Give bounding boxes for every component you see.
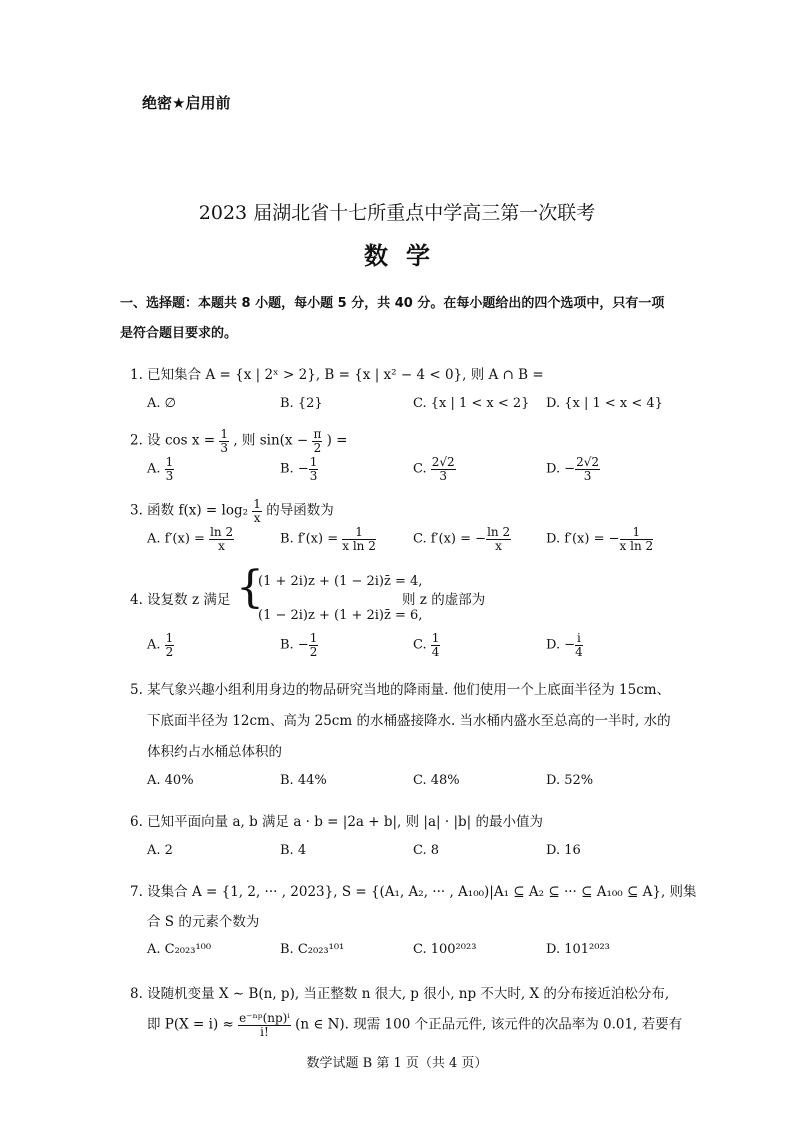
question-5-option-b: B. 44% <box>280 773 327 788</box>
question-4-option-c <box>413 632 440 658</box>
option-fraction <box>620 526 654 552</box>
question-1-option-a: A. ∅ <box>147 396 176 411</box>
question-2-mid: , 则 sin(x − <box>233 432 309 449</box>
option-fraction <box>309 632 319 658</box>
fraction-denominator: x ln 2 <box>619 538 654 553</box>
page-footer: 数学试题 B 第 1 页（共 4 页） <box>306 1056 488 1071</box>
option-label: B. <box>280 461 294 477</box>
question-4-prefix: 4. 设复数 z 满足 <box>130 592 231 608</box>
question-2-option-d <box>546 456 600 482</box>
fraction-numerator: 1 <box>431 631 440 645</box>
question-8-line-1: 8. 设随机变量 X ∼ B(n, p), 当正整数 n 很大, p 很小, np 不大时, X 的分布接近泊松分布, <box>130 986 670 1002</box>
question-5-option-c: C. 48% <box>413 773 460 788</box>
option-fraction <box>575 456 600 482</box>
fraction-numerator: i <box>577 631 581 645</box>
question-4-equation-1: (1 + 2i)z + (1 − 2i)z̄ = 4, <box>258 574 423 589</box>
option-label: D. <box>546 637 561 653</box>
fraction-numerator: 1 <box>309 455 318 469</box>
question-7-line-2: 合 S 的元素个数为 <box>147 914 260 930</box>
question-4-option-d <box>546 632 583 658</box>
fraction-numerator: ln 2 <box>210 525 234 539</box>
question-5-line-2: 下底面半径为 12cm、高为 25cm 的水桶盛接降水. 当水桶内盛水至总高的一半时, 水的 <box>147 713 671 729</box>
fraction-denominator: x <box>495 538 502 553</box>
option-label: D. <box>546 461 561 477</box>
fraction-denominator: 2 <box>309 644 318 659</box>
question-2-option-c <box>413 456 456 482</box>
question-6-option-a: A. 2 <box>147 843 173 858</box>
question-2-prefix: 2. 设 cos x = <box>130 432 216 449</box>
fraction-numerator: 1 <box>220 427 229 441</box>
option-fraction <box>431 632 441 658</box>
exam-title: 2023 届湖北省十七所重点中学高三第一次联考 <box>198 202 596 224</box>
question-3-fraction <box>252 498 262 524</box>
option-label: A. <box>147 461 161 477</box>
fraction-denominator: i! <box>260 1024 269 1039</box>
fraction-denominator: x <box>218 538 225 553</box>
question-4-suffix: 则 z 的虚部为 <box>402 592 486 608</box>
question-1-option-d: D. {x | 1 < x < 4} <box>546 396 663 411</box>
fraction-denominator: x ln 2 <box>342 538 376 553</box>
option-fraction <box>165 632 175 658</box>
section-heading-line1: 一、选择题：本题共 8 小题，每小题 5 分，共 40 分。在每小题给出的四个选项中，只有一项 <box>120 296 665 311</box>
confidential-mark: 绝密★启用前 <box>142 94 231 112</box>
fraction-numerator: 1 <box>342 526 376 540</box>
fraction-denominator: 4 <box>431 644 440 659</box>
option-label: B. <box>280 637 294 653</box>
option-label: D. f′(x) = <box>546 531 605 547</box>
question-2-option-b <box>280 456 318 482</box>
option-sign: − <box>608 531 620 547</box>
question-2-fraction-pi <box>312 428 322 454</box>
option-label: C. <box>413 461 427 477</box>
option-fraction <box>209 526 234 552</box>
question-4-brace: { <box>236 562 264 613</box>
fraction-numerator: e⁻ⁿᵖ(np)ⁱ <box>239 1011 290 1025</box>
question-2-stem <box>130 428 348 454</box>
option-fraction <box>309 456 319 482</box>
option-sign: − <box>475 531 487 547</box>
question-3-option-c <box>413 526 511 552</box>
question-2-suffix: ) = <box>326 432 348 449</box>
question-6-option-c: C. 8 <box>413 843 440 858</box>
option-sign: − <box>564 461 576 477</box>
question-4-option-b <box>280 632 318 658</box>
question-8-line-2 <box>147 1012 682 1038</box>
fraction-numerator: 2√2 <box>431 455 455 469</box>
option-fraction <box>431 456 456 482</box>
question-3-option-b <box>280 526 376 552</box>
question-1-option-c: C. {x | 1 < x < 2} <box>413 396 530 411</box>
question-6-option-d: D. 16 <box>546 843 581 858</box>
question-5-line-3: 体积约占水桶总体积的 <box>147 744 282 760</box>
question-8-prefix: 即 P(X = i) ≈ <box>147 1016 234 1033</box>
fraction-denominator: 3 <box>220 440 229 455</box>
question-3-option-a <box>147 526 234 552</box>
question-5-option-a: A. 40% <box>147 773 194 788</box>
question-8-suffix: (n ∈ N). 现需 100 个正品元件, 该元件的次品率为 0.01, 若要有 <box>295 1016 683 1033</box>
fraction-denominator: 2 <box>165 644 174 659</box>
option-sign: − <box>297 637 309 653</box>
question-3-prefix: 3. 函数 f(x) = log₂ <box>130 502 248 519</box>
option-sign: − <box>564 637 576 653</box>
question-7-line-1: 7. 设集合 A = {1, 2, ··· , 2023}, S = {(A₁, A₂, ··· , A₁₀₀)|A₁ ⊆ A₂ ⊆ ··· ⊆ A₁₀₀ ⊆ A}, 则集 <box>130 884 697 900</box>
option-label: B. f′(x) = <box>280 531 339 547</box>
option-fraction <box>575 632 583 658</box>
fraction-denominator: 3 <box>439 468 448 483</box>
fraction-numerator: π <box>313 427 322 441</box>
option-fraction <box>486 526 511 552</box>
fraction-denominator: 3 <box>309 468 318 483</box>
option-label: A. <box>147 637 161 653</box>
question-4-equation-2: (1 − 2i)z + (1 + 2i)z̄ = 6, <box>258 608 423 623</box>
question-8-poisson-fraction <box>238 1012 291 1038</box>
question-5-line-1: 5. 某气象兴趣小组利用身边的物品研究当地的降雨量. 他们使用一个上底面半径为 15cm、 <box>130 682 671 698</box>
question-7-option-d: D. 101²⁰²³ <box>546 942 610 957</box>
fraction-numerator: 2√2 <box>576 455 600 469</box>
section-heading-line2: 是符合题目要求的。 <box>120 326 238 341</box>
question-2-option-a <box>147 456 174 482</box>
fraction-numerator: 1 <box>309 631 318 645</box>
question-1-stem: 1. 已知集合 A = {x | 2ˣ > 2}, B = {x | x² − 4 < 0}, 则 A ∩ B = <box>130 367 544 383</box>
question-4-option-a <box>147 632 174 658</box>
question-7-option-c: C. 100²⁰²³ <box>413 942 477 957</box>
fraction-numerator: 1 <box>620 526 654 540</box>
fraction-numerator: ln 2 <box>487 525 511 539</box>
option-fraction <box>342 526 376 552</box>
fraction-denominator: 4 <box>575 644 583 659</box>
question-3-suffix: 的导函数为 <box>266 502 334 519</box>
fraction-numerator: 1 <box>253 497 261 511</box>
subject-title: 数学 <box>364 242 448 270</box>
option-label: C. <box>413 637 427 653</box>
fraction-denominator: x <box>253 510 261 525</box>
question-7-option-a: A. C₂₀₂₃¹⁰⁰ <box>147 942 212 957</box>
question-1-option-b: B. {2} <box>280 396 323 411</box>
fraction-denominator: 2 <box>313 440 322 455</box>
question-5-option-d: D. 52% <box>546 773 594 788</box>
question-6-stem: 6. 已知平面向量 a, b 满足 a · b = |2a + b|, 则 |a| · |b| 的最小值为 <box>130 814 543 830</box>
option-label: C. f′(x) = <box>413 531 472 547</box>
fraction-numerator: 1 <box>165 631 174 645</box>
fraction-numerator: 1 <box>165 455 174 469</box>
question-3-option-d <box>546 526 653 552</box>
option-fraction <box>165 456 175 482</box>
question-2-fraction-cos <box>219 428 229 454</box>
question-3-stem <box>130 498 334 524</box>
option-label: A. f′(x) = <box>147 531 205 547</box>
question-7-option-b: B. C₂₀₂₃¹⁰¹ <box>280 942 345 957</box>
fraction-denominator: 3 <box>165 468 174 483</box>
question-6-option-b: B. 4 <box>280 843 307 858</box>
fraction-denominator: 3 <box>583 468 592 483</box>
option-sign: − <box>297 461 309 477</box>
